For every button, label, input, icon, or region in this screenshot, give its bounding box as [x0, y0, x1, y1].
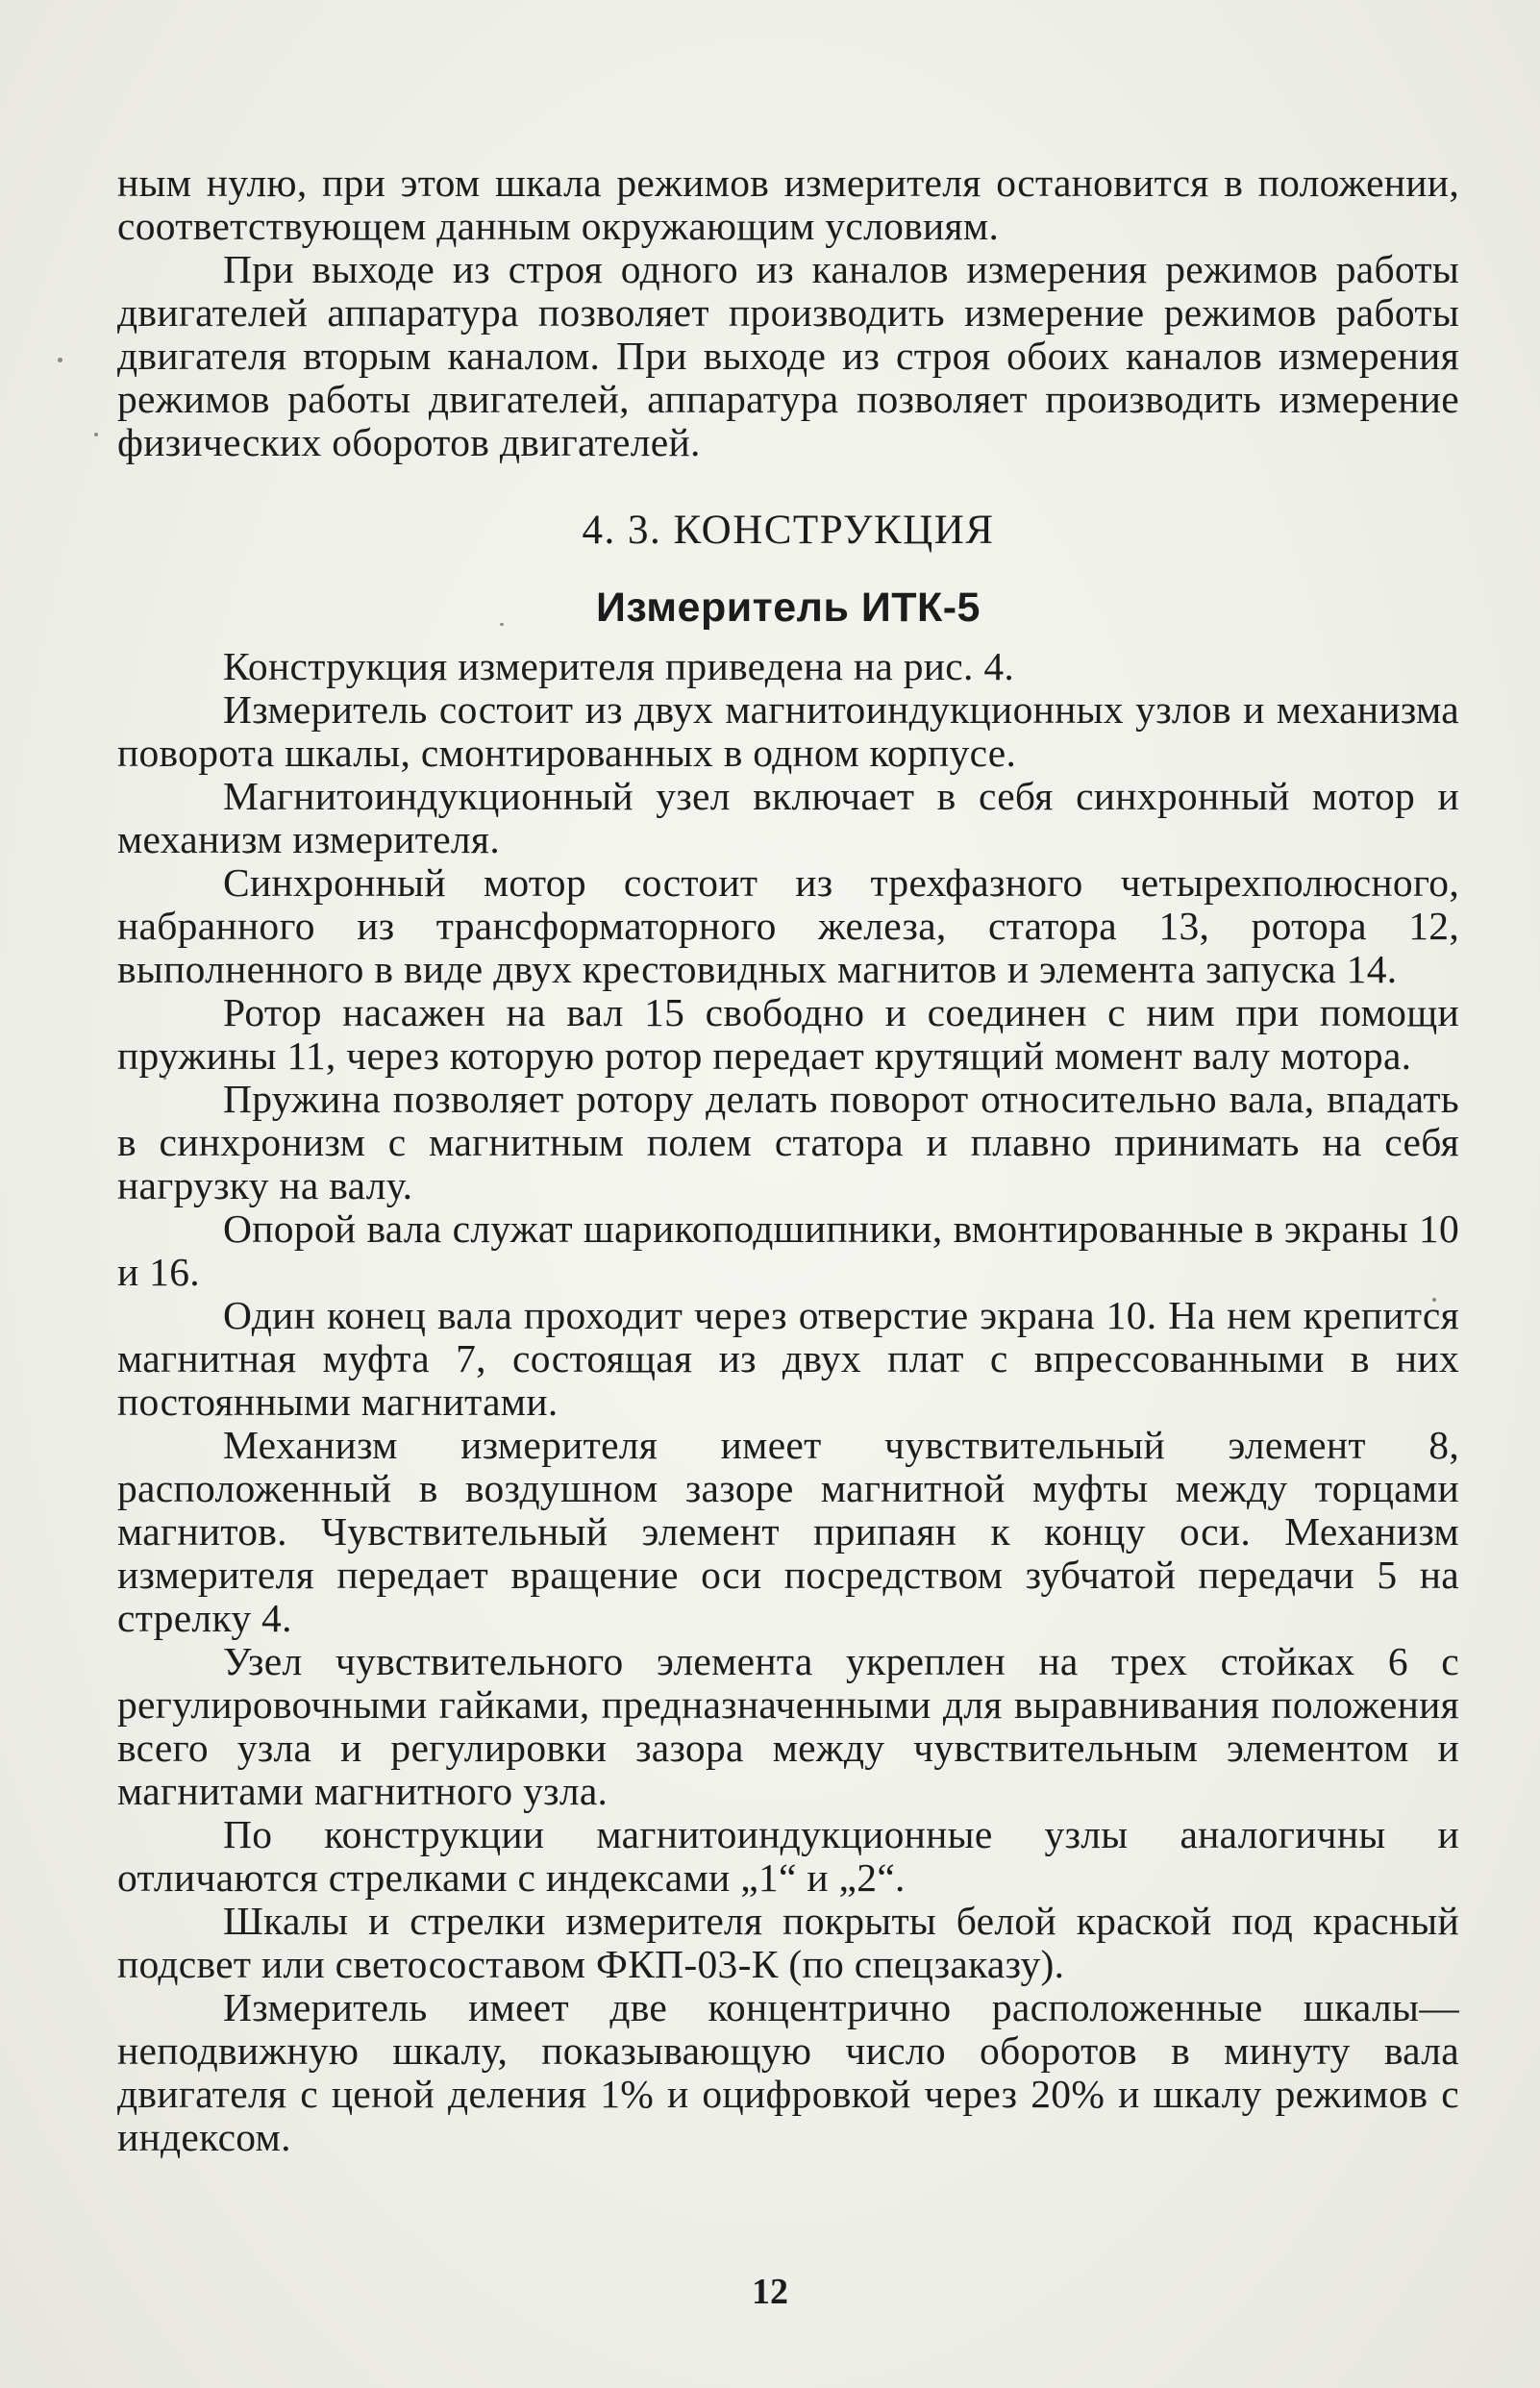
paragraph-shaft-support: Опорой вала служат шарикоподшипники, вмонтированные в экраны 10 и 16. — [117, 1206, 1459, 1294]
paper-speck — [94, 433, 98, 436]
paper-speck — [58, 358, 62, 362]
paragraph-synchronous-motor: Синхронный мотор состоит из трехфазного четырехполюсного, набранного из трансформаторного железа, статора 13, ротора 12, выполненного в виде двух крестовидных магнитов и элемента запуска 14. — [117, 860, 1459, 991]
paragraph-figure-reference: Конструкция измерителя приведена на рис. 4. — [223, 644, 1015, 688]
paragraph-channel-failure: При выходе из строя одного из каналов измерения режимов работы двигателей аппаратура позволяет производить измерение режимов работы двигателя вторым каналом. При выходе из строя обоих каналов измерения режимов работы двигателей, аппаратура позволяет производить измерение физических оборотов двигателей. — [117, 247, 1459, 464]
paragraph-shaft-end: Один конец вала проходит через отверстие экрана 10. На нем крепится магнитная муфта 7, состоящая из двух плат с впрессованными в них постоянными магнитами. — [117, 1293, 1459, 1424]
paragraph-unit-construction: По конструкции магнитоиндукционные узлы аналогичны и отличаются стрелками с индексами „1“ и „2“. — [117, 1812, 1459, 1900]
paragraph-induction-unit: Магнитоиндукционный узел включает в себя синхронный мотор и механизм измерителя. — [117, 774, 1459, 861]
paragraph-rotor: Ротор насажен на вал 15 свободно и соединен с ним при помощи пружины 11, через которую ротор передает крутящий момент валу мотора. — [117, 990, 1459, 1078]
subsection-heading: Измеритель ИТК-5 — [596, 585, 981, 631]
paragraph-sensitive-element-unit: Узел чувствительного элемента укреплен на трех стойках 6 с регулировочными гайками, предназначенными для выравнивания положения всего узла и регулировки зазора между чувствительным элементом и магнитами магнитного узла. — [117, 1639, 1459, 1813]
paragraph-meter-mechanism: Механизм измерителя имеет чувствительный элемент 8, расположенный в воздушном зазоре магнитной муфты между торцами магнитов. Чувствительный элемент припаян к концу оси. Механизм измерителя передает вращение оси посредством зубчатой передачи 5 на стрелку 4. — [117, 1423, 1459, 1640]
page-body — [117, 162, 1459, 2159]
paragraph-continuation: ным нулю, при этом шкала режимов измерителя остановится в положении, соответствующем данным окружающим условиям. — [117, 161, 1459, 248]
paragraph-concentric-scales: Измеритель имеет две концентрично расположенные шкалы—неподвижную шкалу, показывающую число оборотов в минуту вала двигателя с ценой деления 1% и оцифровкой через 20% и шкалу режимов с индексом. — [117, 1985, 1459, 2159]
page-number: 12 — [752, 2272, 788, 2312]
paragraph-scales-coating: Шкалы и стрелки измерителя покрыты белой краской под красный подсвет или светосоставом ФКП-03-К (по спецзаказу). — [117, 1899, 1459, 1986]
paragraph-spring: Пружина позволяет ротору делать поворот относительно вала, впадать в синхронизм с магнитным полем статора и плавно принимать на себя нагрузку на валу. — [117, 1077, 1459, 1207]
section-heading: 4. 3. КОНСТРУКЦИЯ — [582, 508, 995, 553]
paragraph-meter-composition: Измеритель состоит из двух магнитоиндукционных узлов и механизма поворота шкалы, смонтированных в одном корпусе. — [117, 687, 1459, 775]
